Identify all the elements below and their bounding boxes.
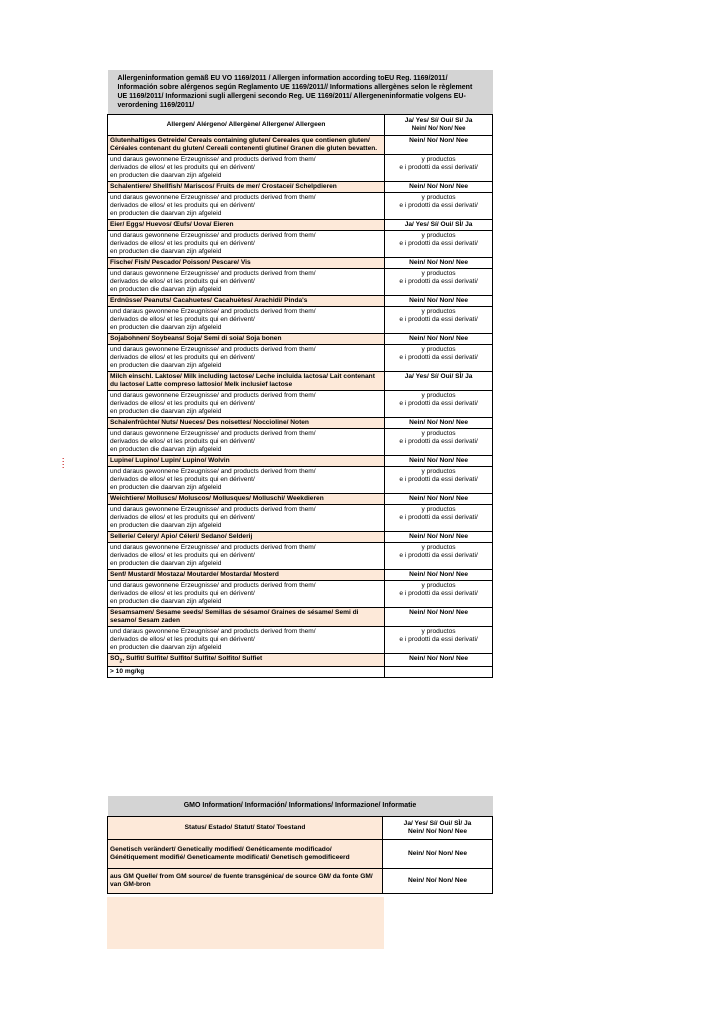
derived-products-text: und daraus gewonnene Erzeugnisse/ and products derived from them/ derivados de ellos/ et les produits qui en dérivent/ en producten die daarvan zijn afgeleid: [108, 345, 385, 372]
allergen-row: [108, 334, 493, 345]
allergen-name: Weichtiere/ Molluscs/ Moluscos/ Mollusques/ Molluschi/ Weekdieren: [108, 494, 385, 505]
allergen-name: Erdnüsse/ Peanuts/ Cacahuetes/ Cacahuètes/ Arachidi/ Pinda's: [108, 296, 385, 307]
allergen-answer: Nein/ No/ Non/ Nee: [385, 136, 493, 155]
derived-products-answer: y productos e i prodotti da essi derivati/: [385, 193, 493, 220]
allergen-row: [108, 182, 493, 193]
derived-products-text: und daraus gewonnene Erzeugnisse/ and products derived from them/ derivados de ellos/ et les produits qui en dérivent/ en producten die daarvan zijn afgeleid: [108, 193, 385, 220]
allergen-name: Sojabohnen/ Soybeans/ Soja/ Semi di soia/ Soja bonen: [108, 334, 385, 345]
derived-products-row: [108, 627, 493, 654]
answer-header-yes: Ja/ Yes/ Sí/ Oui/ Sì/ Ja: [404, 117, 473, 124]
derived-products-answer: y productos e i prodotti da essi derivati/: [385, 155, 493, 182]
allergen-answer: Nein/ No/ Non/ Nee: [385, 608, 493, 627]
gmo-answer-header-yes: Ja/ Yes/ Sí/ Oui/ SÌ/ Ja: [403, 820, 472, 827]
allergen-name: Sesamsamen/ Sesame seeds/ Semillas de sésamo/ Graines de sésame/ Semi di sesamo/ Sesam zaden: [108, 608, 385, 627]
allergen-answer: Ja/ Yes/ Sí/ Oui/ SÌ/ Ja: [385, 220, 493, 231]
allergen-answer: Ja/ Yes/ Sí/ Oui/ SÌ/ Ja: [385, 372, 493, 391]
allergen-name: Eier/ Eggs/ Huevos/ Œufs/ Uova/ Eieren: [108, 220, 385, 231]
allergen-answer: Nein/ No/ Non/ Nee: [385, 258, 493, 269]
sulfite-answer: Nein/ No/ Non/ Nee: [385, 654, 493, 667]
allergen-table: [107, 70, 493, 678]
derived-products-answer: y productos e i prodotti da essi derivati/: [385, 269, 493, 296]
derived-products-answer: y productos e i prodotti da essi derivati/: [385, 307, 493, 334]
derived-products-answer: y productos e i prodotti da essi derivati/: [385, 429, 493, 456]
derived-products-row: [108, 581, 493, 608]
gmo-empty-area: [107, 897, 384, 949]
allergen-row: [108, 296, 493, 307]
allergen-row: [108, 570, 493, 581]
gmo-answer-header-no: Nein/ No/ Non/ Nee: [408, 828, 467, 835]
allergen-row: [108, 456, 493, 467]
derived-products-text: und daraus gewonnene Erzeugnisse/ and products derived from them/ derivados de ellos/ et les produits qui en dérivent/ en producten die daarvan zijn afgeleid: [108, 155, 385, 182]
allergen-answer: Nein/ No/ Non/ Nee: [385, 334, 493, 345]
allergen-row: [108, 372, 493, 391]
derived-products-answer: y productos e i prodotti da essi derivati/: [385, 505, 493, 532]
derived-products-answer: y productos e i prodotti da essi derivati/: [385, 467, 493, 494]
gmo-table: [107, 796, 493, 894]
allergen-table-title: Allergeninformation gemäß EU VO 1169/2011 / Allergen information according toEU Reg. 1169/2011/ Información sobre alérgenos según Reglamento UE 1169/2011// Informations allergènes selon le règlement UE 1169/2011/ Informazioni sugli allergeni secondo Reg. UE 1169/2011/ Allergeneninformatie volgens EU-verordening 1169/2011/: [108, 70, 493, 115]
allergen-name: Lupine/ Lupino/ Lupin/ Lupino/ Wolvin: [108, 456, 385, 467]
derived-products-row: [108, 467, 493, 494]
derived-products-row: [108, 155, 493, 182]
derived-products-row: [108, 193, 493, 220]
derived-products-answer: y productos e i prodotti da essi derivati/: [385, 391, 493, 418]
allergen-name: Fische/ Fish/ Pescado/ Poisson/ Pescare/ Vis: [108, 258, 385, 269]
derived-products-answer: y productos e i prodotti da essi derivati/: [385, 627, 493, 654]
allergen-row: [108, 532, 493, 543]
gmo-table-title: GMO Information/ Información/ Informations/ Informazione/ Informatie: [108, 796, 493, 817]
derived-products-row: [108, 307, 493, 334]
derived-products-row: [108, 231, 493, 258]
sulfite-threshold-row: [108, 667, 493, 678]
gmo-row-answer: Nein/ No/ Non/ Nee: [383, 869, 493, 894]
gmo-row-label: Genetisch verändert/ Genetically modified/ Genéticamente modificado/ Génétiquement modifié/ Geneticamente modificati/ Genetisch gemodificeerd: [108, 840, 383, 869]
gmo-row-label: aus GM Quelle/ from GM source/ de fuente transgénica/ de source GM/ da fonte GM/ van GM-bron: [108, 869, 383, 894]
allergen-row: [108, 220, 493, 231]
allergen-answer: Nein/ No/ Non/ Nee: [385, 494, 493, 505]
derived-products-text: und daraus gewonnene Erzeugnisse/ and products derived from them/ derivados de ellos/ et les produits qui en dérivent/ en producten die daarvan zijn afgeleid: [108, 391, 385, 418]
answer-column-header: [385, 115, 493, 136]
derived-products-text: und daraus gewonnene Erzeugnisse/ and products derived from them/ derivados de ellos/ et les produits qui en dérivent/ en producten die daarvan zijn afgeleid: [108, 543, 385, 570]
sulfite-threshold: > 10 mg/kg: [108, 667, 385, 678]
sulfite-row: [108, 654, 493, 667]
derived-products-answer: y productos e i prodotti da essi derivati/: [385, 581, 493, 608]
derived-products-row: [108, 391, 493, 418]
derived-products-answer: y productos e i prodotti da essi derivati/: [385, 231, 493, 258]
allergen-row: [108, 418, 493, 429]
allergen-answer: Nein/ No/ Non/ Nee: [385, 182, 493, 193]
derived-products-text: und daraus gewonnene Erzeugnisse/ and products derived from them/ derivados de ellos/ et les produits qui en dérivent/ en producten die daarvan zijn afgeleid: [108, 429, 385, 456]
gmo-status-header: Status/ Estado/ Statut/ Stato/ Toestand: [108, 817, 383, 840]
derived-products-text: und daraus gewonnene Erzeugnisse/ and products derived from them/ derivados de ellos/ et les produits qui en dérivent/ en producten die daarvan zijn afgeleid: [108, 269, 385, 296]
derived-products-text: und daraus gewonnene Erzeugnisse/ and products derived from them/ derivados de ellos/ et les produits qui en dérivent/ en producten die daarvan zijn afgeleid: [108, 467, 385, 494]
derived-products-answer: y productos e i prodotti da essi derivati/: [385, 543, 493, 570]
derived-products-row: [108, 345, 493, 372]
allergen-answer: Nein/ No/ Non/ Nee: [385, 296, 493, 307]
allergen-answer: Nein/ No/ Non/ Nee: [385, 456, 493, 467]
allergen-name: Schalenfrüchte/ Nuts/ Nueces/ Des noisettes/ Noccioline/ Noten: [108, 418, 385, 429]
allergen-name: Schalentiere/ Shellfish/ Mariscos/ Fruits de mer/ Crostacei/ Schelpdieren: [108, 182, 385, 193]
allergen-answer: Nein/ No/ Non/ Nee: [385, 570, 493, 581]
derived-products-text: und daraus gewonnene Erzeugnisse/ and products derived from them/ derivados de ellos/ et les produits qui en dérivent/ en producten die daarvan zijn afgeleid: [108, 627, 385, 654]
gmo-row-answer: Nein/ No/ Non/ Nee: [383, 840, 493, 869]
sulfite-threshold-empty: [385, 667, 493, 678]
derived-products-text: und daraus gewonnene Erzeugnisse/ and products derived from them/ derivados de ellos/ et les produits qui en dérivent/ en producten die daarvan zijn afgeleid: [108, 307, 385, 334]
derived-products-row: [108, 269, 493, 296]
side-mark: : :: [62, 457, 65, 470]
allergen-name: Milch einschl. Laktose/ Milk including lactose/ Leche incluida lactosa/ Lait contenant du lactose/ Latte compreso lattosio/ Melk inclusief lactose: [108, 372, 385, 391]
allergen-row: [108, 136, 493, 155]
gmo-answer-header: [383, 817, 493, 840]
allergen-row: [108, 258, 493, 269]
derived-products-text: und daraus gewonnene Erzeugnisse/ and products derived from them/ derivados de ellos/ et les produits qui en dérivent/ en producten die daarvan zijn afgeleid: [108, 581, 385, 608]
sulfite-name: $SO_2$, Sulfit/ Sulfite/ Sulfito/ Sulfite/ Solfito/ Sulfiet: [108, 654, 385, 667]
derived-products-text: und daraus gewonnene Erzeugnisse/ and products derived from them/ derivados de ellos/ et les produits qui en dérivent/ en producten die daarvan zijn afgeleid: [108, 505, 385, 532]
derived-products-row: [108, 505, 493, 532]
derived-products-row: [108, 543, 493, 570]
allergen-answer: Nein/ No/ Non/ Nee: [385, 532, 493, 543]
derived-products-text: und daraus gewonnene Erzeugnisse/ and products derived from them/ derivados de ellos/ et les produits qui en dérivent/ en producten die daarvan zijn afgeleid: [108, 231, 385, 258]
allergen-name: Sellerie/ Celery/ Apio/ Céleri/ Sedano/ Selderij: [108, 532, 385, 543]
allergen-column-header: Allergen/ Alérgeno/ Allergène/ Allergene/ Allergeen: [108, 115, 385, 136]
allergen-answer: Nein/ No/ Non/ Nee: [385, 418, 493, 429]
answer-header-no: Nein/ No/ Non/ Nee: [411, 126, 466, 132]
allergen-row: [108, 608, 493, 627]
allergen-row: [108, 494, 493, 505]
allergen-name: Glutenhaltiges Getreide/ Cereals containing gluten/ Cereales que contienen gluten/ Céréales contenant du gluten/ Cereali contenenti glutine/ Granen die gluten bevatten.: [108, 136, 385, 155]
derived-products-row: [108, 429, 493, 456]
derived-products-answer: y productos e i prodotti da essi derivati/: [385, 345, 493, 372]
allergen-name: Senf/ Mustard/ Mostaza/ Moutarde/ Mostarda/ Mosterd: [108, 570, 385, 581]
